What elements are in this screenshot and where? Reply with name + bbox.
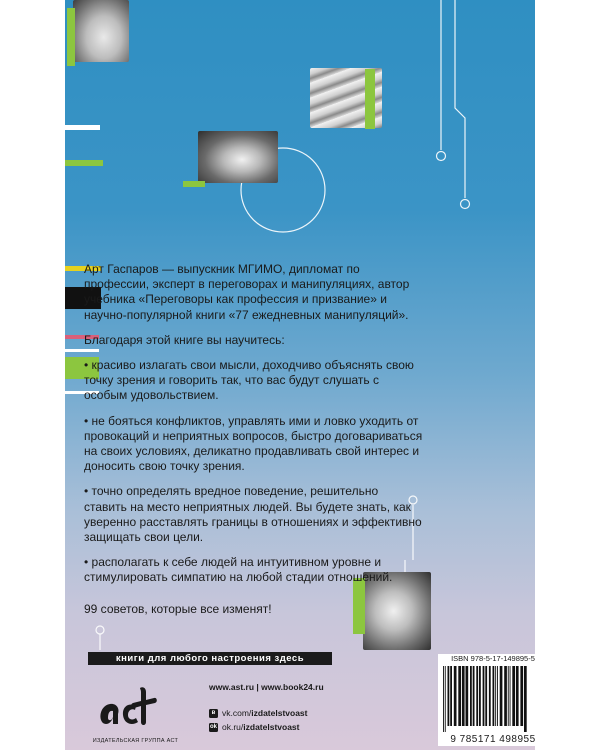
circuit-node-4 xyxy=(96,626,104,634)
barcode-bar xyxy=(520,666,523,726)
green-accent-bar-1 xyxy=(65,160,103,166)
circuit-line-branch xyxy=(455,0,465,198)
closing-line: 99 советов, которые все изменят! xyxy=(84,601,272,616)
barcode-bar xyxy=(512,666,515,726)
intro-line: Благодаря этой книге вы научитесь: xyxy=(84,332,285,347)
barcode-bar xyxy=(495,666,496,726)
publisher-footer xyxy=(88,652,536,750)
green-bar-hair xyxy=(365,69,375,129)
barcode-bar xyxy=(458,666,461,726)
sculpture-eye-image xyxy=(198,131,278,183)
ok-link[interactable] xyxy=(209,722,299,732)
author-bio: Арт Гаспаров — выпускник МГИМО, дипломат по профессии, эксперт в переговорах и манипуляциях, автор учебника «Переговоры как профессия и призвание» и научно-популярной книги «77 ежедневных манипуляций». xyxy=(84,262,410,322)
green-bar-eye xyxy=(183,181,205,187)
barcode-bar xyxy=(493,666,495,726)
isbn-barcode-area xyxy=(438,654,548,746)
ok-prefix: ok.ru/ xyxy=(222,722,244,732)
barcode-bar xyxy=(448,666,450,726)
barcode-bar xyxy=(450,666,452,726)
vk-handle: izdatelstvoast xyxy=(251,708,308,718)
publisher-caption: ИЗДАТЕЛЬСКАЯ ГРУППА АСТ xyxy=(92,738,179,744)
barcode-bar xyxy=(443,666,444,732)
white-accent-bar xyxy=(65,125,100,130)
slogan-banner: книги для любого настроения здесь xyxy=(88,652,332,665)
barcode-bar xyxy=(454,666,457,726)
barcode-bar xyxy=(524,666,527,732)
barcode xyxy=(441,666,545,732)
circuit-node-1 xyxy=(437,152,446,161)
barcode-bar xyxy=(466,666,469,726)
ast-logo xyxy=(96,678,166,734)
barcode-bar xyxy=(473,666,475,726)
barcode-bar xyxy=(510,666,511,726)
isbn-bottom-text: 9 785171 498955 xyxy=(450,734,536,745)
vk-icon: в xyxy=(209,709,218,718)
bullet-3: • точно определять вредное поведение, решительно ставить на место неприятных людей. Вы будете знать, как уверенно расставлять границы в отношениях и эффективно защищать свои цели. xyxy=(84,484,422,545)
odnoklassniki-icon: ok xyxy=(209,723,217,730)
barcode-bar xyxy=(508,666,509,726)
vk-link[interactable] xyxy=(209,708,308,718)
barcode-bar xyxy=(470,666,472,726)
barcode-bar xyxy=(485,666,487,726)
barcode-bar xyxy=(516,666,519,726)
barcode-bar xyxy=(479,666,481,726)
barcode-bar xyxy=(445,666,446,732)
barcode-bar xyxy=(489,666,491,726)
sculpture-nose-image xyxy=(73,0,129,62)
barcode-bar xyxy=(476,666,478,726)
vk-prefix: vk.com/ xyxy=(222,708,252,718)
barcode-bar xyxy=(500,666,503,726)
bullet-4: • располагать к себе людей на интуитивном уровне и стимулировать симпатию на любой стадии отношений. xyxy=(84,555,393,585)
green-bar-nose xyxy=(67,8,75,66)
barcode-bar xyxy=(462,666,465,726)
barcode-bar xyxy=(483,666,485,726)
barcode-bar xyxy=(497,666,498,726)
websites[interactable]: www.ast.ru | www.book24.ru xyxy=(209,682,324,692)
back-cover-text xyxy=(84,262,424,627)
ok-handle: izdatelstvoast xyxy=(243,722,300,732)
isbn-top-text: ISBN 978-5-17-149895-5 xyxy=(451,654,535,663)
circuit-node-2 xyxy=(461,200,470,209)
bullet-1: • красиво излагать свои мысли, доходчиво объяснять свою точку зрения и говорить так, что вас будут слушать с особым удовольствием. xyxy=(84,358,414,403)
barcode-bar xyxy=(504,666,507,726)
bullet-2: • не бояться конфликтов, управлять ими и ловко уходить от провокаций и неприятных вопросов, быстро договариваться на своих условиях, деликатно продавливать свой интерес и доносить свою точку зрения. xyxy=(84,413,423,474)
